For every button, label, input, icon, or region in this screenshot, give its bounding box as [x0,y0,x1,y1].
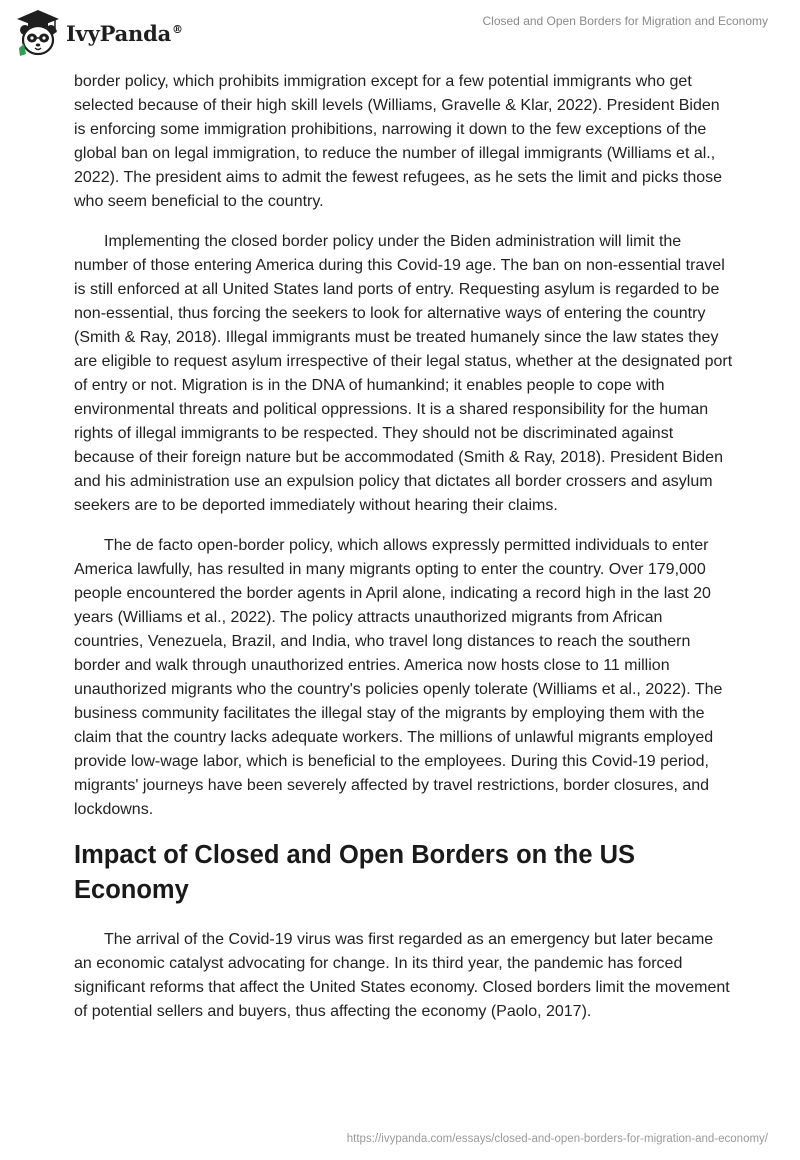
paragraph-closed-border: Implementing the closed border policy under the Biden administration will limit the number of those entering America during this Covid-19 age. The ban on non-essential travel is still enforced at all United States land ports of entry. Requesting asylum is regarded to be non-essential, thus forcing the seekers to look for alternative ways of entering the country (Smith & Ray, 2018). Illegal immigrants must be treated humanely since the law states they are eligible to request asylum irrespective of their legal status, whether at the designated port of entry or not. Migration is in the DNA of humankind; it enables people to cope with environmental threats and political oppressions. It is a shared responsibility for the human rights of illegal immigrants to be respected. They should not be discriminated against because of their foreign nature but be accommodated (Smith & Ray, 2018). President Biden and his administration use an expulsion policy that dictates all border crossers and asylum seekers are to be deported immediately without hearing their claims. [74,233,733,514]
paragraph-continuation: border policy, which prohibits immigration except for a few potential immigrants who get selected because of their high skill levels (Williams, Gravelle & Klar, 2022). President Biden is enforcing some immigration prohibitions, narrowing it down to the few exceptions of the global ban on legal immigration, to reduce the number of illegal immigrants (Williams et al., 2022). The president aims to admit the fewest refugees, as he sets the limit and picks those who seem beneficial to the country. [74,73,723,210]
registered-mark: ® [172,22,183,36]
brand-name: IvyPanda® [66,20,183,46]
page-header [0,0,800,68]
panda-graduate-icon [14,8,62,58]
paragraph-open-border: The de facto open-border policy, which allows expressly permitted individuals to enter America lawfully, has resulted in many migrants opting to enter the country. Over 179,000 people encountered the border agents in April alone, indicating a record high in the last 20 years (Williams et al., 2022). The policy attracts unauthorized migrants from African countries, Venezuela, Brazil, and India, who travel long distances to reach the southern border and walk through unauthorized entries. America now hosts close to 11 million unauthorized migrants who the country's policies openly tolerate (Williams et al., 2022). The business community facilitates the illegal stay of the migrants by employing them with the claim that the country lacks adequate workers. The millions of unlawful migrants employed provide low-wage labor, which is beneficial to the employees. During this Covid-19 period, migrants' journeys have been severely affected by travel restrictions, border closures, and lockdowns. [74,537,723,818]
paragraph-economy: The arrival of the Covid-19 virus was first regarded as an emergency but later became an economic catalyst advocating for change. In its third year, the pandemic has forced significant reforms that affect the United States economy. Closed borders limit the movement of potential sellers and buyers, thus affecting the economy (Paolo, 2017). [74,931,730,1020]
section-heading: Impact of Closed and Open Borders on the US Economy [74,841,636,904]
ivypanda-logo[interactable] [14,8,183,58]
essay-content [74,70,734,1040]
document-title: Closed and Open Borders for Migration and Economy [482,14,768,28]
source-url[interactable]: https://ivypanda.com/essays/closed-and-open-borders-for-migration-and-economy/ [346,1133,768,1145]
